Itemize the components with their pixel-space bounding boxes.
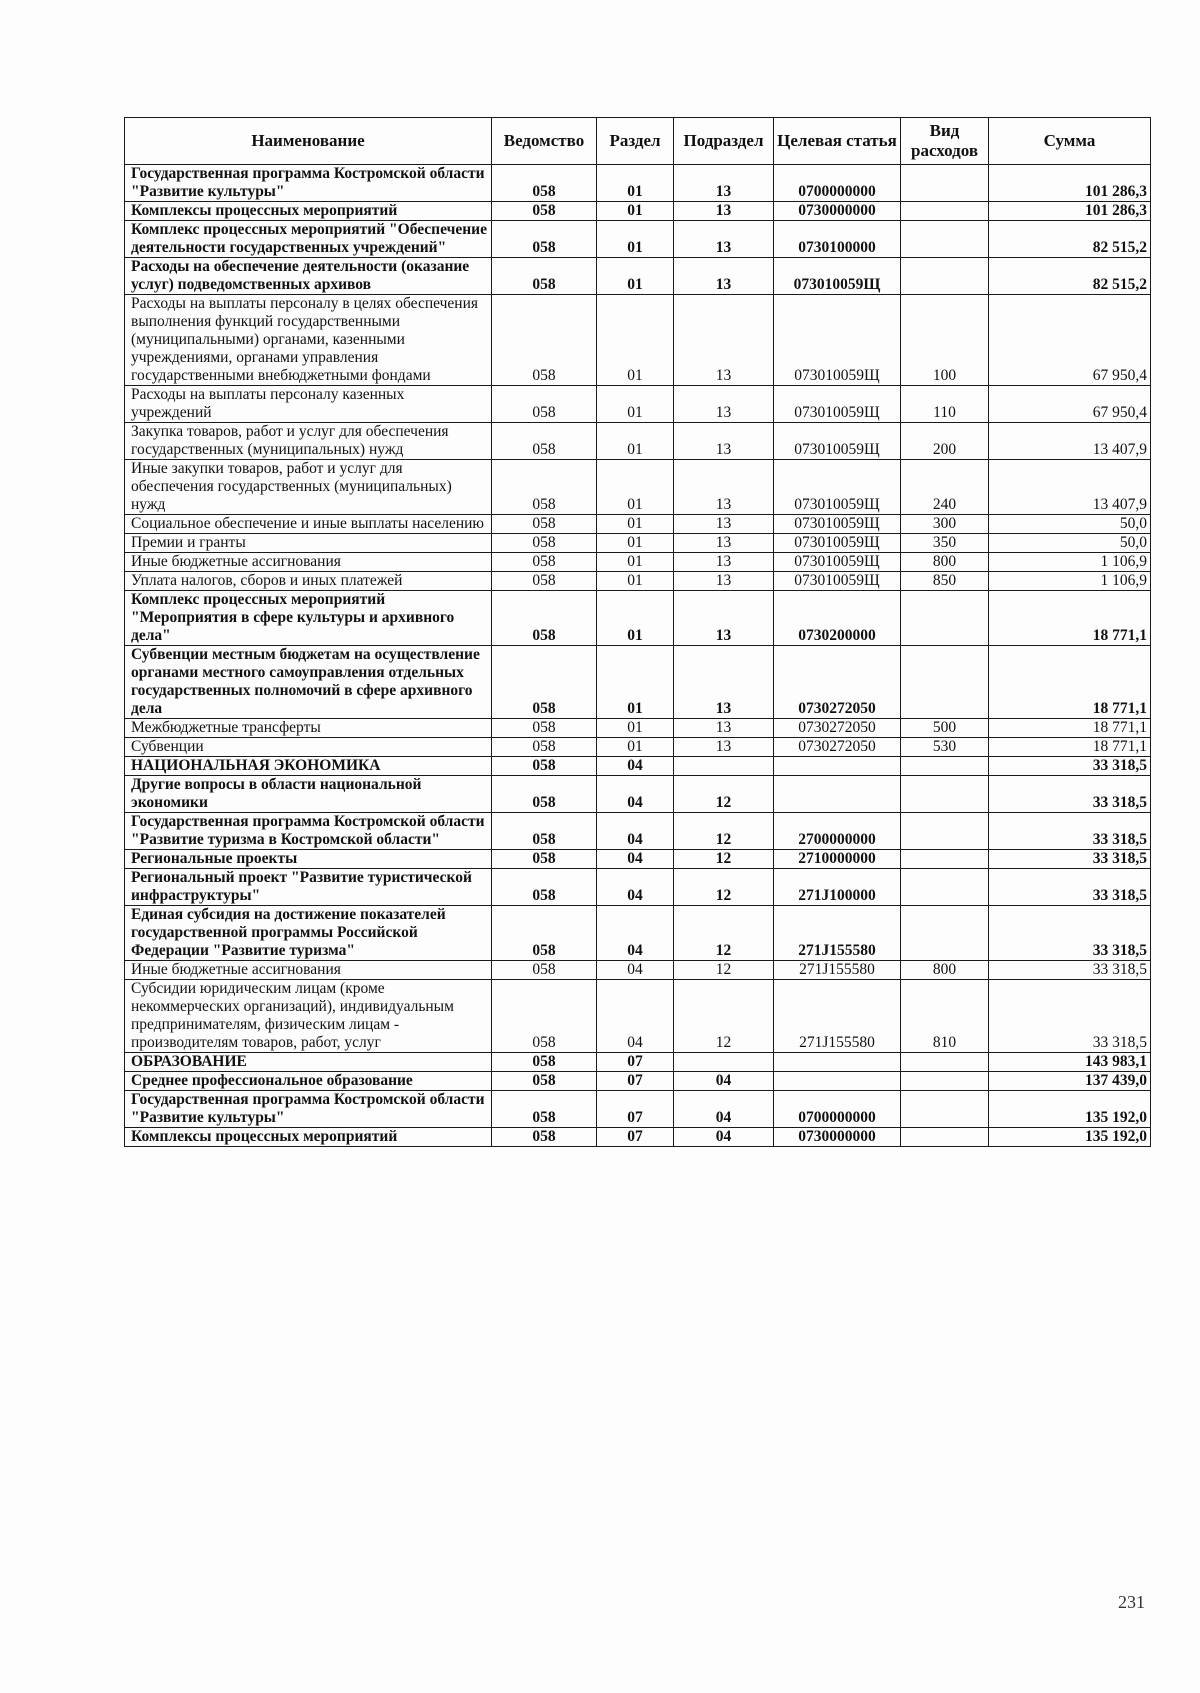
cell-vedomstvo: 058 — [492, 869, 597, 906]
cell-razdel: 07 — [597, 1091, 674, 1128]
cell-summa: 135 192,0 — [989, 1091, 1151, 1128]
cell-razdel: 01 — [597, 553, 674, 572]
cell-podrazdel: 12 — [674, 906, 774, 961]
cell-vedomstvo: 058 — [492, 980, 597, 1053]
cell-vid-rashodov — [901, 165, 989, 202]
page-number: 231 — [1118, 1592, 1145, 1612]
cell-podrazdel: 12 — [674, 961, 774, 980]
cell-name: Закупка товаров, работ и услуг для обеспечения государственных (муниципальных) нужд — [125, 423, 492, 460]
table-row — [125, 386, 1151, 423]
table-row — [125, 460, 1151, 515]
table-header-row — [125, 118, 1151, 165]
cell-vid-rashodov: 350 — [901, 534, 989, 553]
table-row — [125, 165, 1151, 202]
cell-vedomstvo: 058 — [492, 719, 597, 738]
cell-vid-rashodov: 800 — [901, 553, 989, 572]
cell-podrazdel: 13 — [674, 258, 774, 295]
cell-razdel: 01 — [597, 386, 674, 423]
cell-podrazdel — [674, 1053, 774, 1072]
cell-name: Комплекс процессных мероприятий "Обеспечение деятельности государственных учреждений" — [125, 221, 492, 258]
cell-vedomstvo: 058 — [492, 386, 597, 423]
cell-name: Уплата налогов, сборов и иных платежей — [125, 572, 492, 591]
cell-vid-rashodov — [901, 757, 989, 776]
cell-podrazdel: 13 — [674, 165, 774, 202]
table-row — [125, 757, 1151, 776]
cell-podrazdel: 12 — [674, 980, 774, 1053]
table-row — [125, 1128, 1151, 1147]
cell-podrazdel: 13 — [674, 386, 774, 423]
cell-name: Другие вопросы в области национальной экономики — [125, 776, 492, 813]
cell-vedomstvo: 058 — [492, 757, 597, 776]
cell-podrazdel: 13 — [674, 572, 774, 591]
cell-name: Расходы на выплаты персоналу в целях обеспечения выполнения функций государственными (муниципальными) органами, казенными учреждениями, органами управления государственными внебюджетными фондами — [125, 295, 492, 386]
table-row — [125, 221, 1151, 258]
cell-summa: 82 515,2 — [989, 221, 1151, 258]
cell-vedomstvo: 058 — [492, 776, 597, 813]
cell-razdel: 01 — [597, 202, 674, 221]
cell-celevaya-statya: 0730100000 — [774, 221, 901, 258]
table-row — [125, 553, 1151, 572]
cell-celevaya-statya: 073010059Щ — [774, 515, 901, 534]
cell-razdel: 01 — [597, 258, 674, 295]
cell-podrazdel: 13 — [674, 515, 774, 534]
cell-podrazdel: 13 — [674, 460, 774, 515]
header-podrazdel: Подраздел — [674, 118, 774, 165]
cell-summa: 137 439,0 — [989, 1072, 1151, 1091]
cell-summa: 1 106,9 — [989, 572, 1151, 591]
cell-vid-rashodov — [901, 258, 989, 295]
cell-name: Субвенции — [125, 738, 492, 757]
cell-razdel: 01 — [597, 515, 674, 534]
cell-summa: 67 950,4 — [989, 295, 1151, 386]
cell-razdel: 01 — [597, 719, 674, 738]
cell-podrazdel: 13 — [674, 591, 774, 646]
table-row — [125, 961, 1151, 980]
cell-vedomstvo: 058 — [492, 460, 597, 515]
cell-summa: 33 318,5 — [989, 961, 1151, 980]
cell-name: Региональный проект "Развитие туристической инфраструктуры" — [125, 869, 492, 906]
cell-razdel: 04 — [597, 869, 674, 906]
cell-vid-rashodov — [901, 1072, 989, 1091]
cell-celevaya-statya: 073010059Щ — [774, 534, 901, 553]
cell-summa: 18 771,1 — [989, 738, 1151, 757]
cell-vedomstvo: 058 — [492, 1128, 597, 1147]
cell-summa: 33 318,5 — [989, 776, 1151, 813]
cell-celevaya-statya: 073010059Щ — [774, 553, 901, 572]
table-row — [125, 646, 1151, 719]
budget-table — [124, 117, 1151, 1147]
cell-vid-rashodov: 850 — [901, 572, 989, 591]
cell-vid-rashodov: 500 — [901, 719, 989, 738]
cell-vedomstvo: 058 — [492, 1072, 597, 1091]
cell-razdel: 01 — [597, 423, 674, 460]
cell-celevaya-statya: 0700000000 — [774, 1091, 901, 1128]
cell-summa: 82 515,2 — [989, 258, 1151, 295]
cell-razdel: 07 — [597, 1128, 674, 1147]
header-summa: Сумма — [989, 118, 1151, 165]
cell-summa: 143 983,1 — [989, 1053, 1151, 1072]
cell-celevaya-statya: 0730272050 — [774, 719, 901, 738]
cell-celevaya-statya: 271J155580 — [774, 906, 901, 961]
cell-podrazdel: 13 — [674, 738, 774, 757]
table-row — [125, 738, 1151, 757]
cell-summa: 33 318,5 — [989, 757, 1151, 776]
cell-vid-rashodov: 530 — [901, 738, 989, 757]
cell-vid-rashodov — [901, 1053, 989, 1072]
cell-summa: 18 771,1 — [989, 719, 1151, 738]
cell-celevaya-statya: 0700000000 — [774, 165, 901, 202]
cell-celevaya-statya — [774, 776, 901, 813]
cell-vid-rashodov — [901, 1128, 989, 1147]
cell-vid-rashodov: 300 — [901, 515, 989, 534]
cell-celevaya-statya: 0730200000 — [774, 591, 901, 646]
cell-vedomstvo: 058 — [492, 1091, 597, 1128]
cell-razdel: 04 — [597, 961, 674, 980]
cell-name: Субсидии юридическим лицам (кроме некоммерческих организаций), индивидуальным предпринимателям, физическим лицам - производителям товаров, работ, услуг — [125, 980, 492, 1053]
cell-vid-rashodov — [901, 202, 989, 221]
cell-razdel: 01 — [597, 646, 674, 719]
cell-name: Иные бюджетные ассигнования — [125, 961, 492, 980]
cell-celevaya-statya: 0730272050 — [774, 646, 901, 719]
cell-summa: 135 192,0 — [989, 1128, 1151, 1147]
header-celevaya-statya: Целевая статья — [774, 118, 901, 165]
cell-podrazdel: 13 — [674, 295, 774, 386]
cell-summa: 1 106,9 — [989, 553, 1151, 572]
cell-celevaya-statya: 073010059Щ — [774, 460, 901, 515]
cell-razdel: 07 — [597, 1053, 674, 1072]
cell-podrazdel — [674, 757, 774, 776]
cell-razdel: 04 — [597, 776, 674, 813]
table-row — [125, 906, 1151, 961]
table-row — [125, 591, 1151, 646]
cell-vid-rashodov — [901, 646, 989, 719]
cell-name: Региональные проекты — [125, 850, 492, 869]
cell-vedomstvo: 058 — [492, 221, 597, 258]
cell-vedomstvo: 058 — [492, 591, 597, 646]
cell-razdel: 01 — [597, 165, 674, 202]
cell-name: Среднее профессиональное образование — [125, 1072, 492, 1091]
cell-razdel: 01 — [597, 572, 674, 591]
cell-celevaya-statya: 2710000000 — [774, 850, 901, 869]
cell-name: Расходы на выплаты персоналу казенных учреждений — [125, 386, 492, 423]
cell-summa: 33 318,5 — [989, 906, 1151, 961]
cell-podrazdel: 13 — [674, 553, 774, 572]
cell-vedomstvo: 058 — [492, 202, 597, 221]
cell-vedomstvo: 058 — [492, 572, 597, 591]
cell-vid-rashodov — [901, 776, 989, 813]
cell-name: Субвенции местным бюджетам на осуществление органами местного самоуправления отдельных государственных полномочий в сфере архивного дела — [125, 646, 492, 719]
cell-vedomstvo: 058 — [492, 738, 597, 757]
cell-name: ОБРАЗОВАНИЕ — [125, 1053, 492, 1072]
cell-celevaya-statya: 271J155580 — [774, 980, 901, 1053]
cell-vid-rashodov — [901, 813, 989, 850]
cell-razdel: 04 — [597, 757, 674, 776]
cell-vid-rashodov — [901, 591, 989, 646]
cell-vid-rashodov — [901, 221, 989, 258]
header-name: Наименование — [125, 118, 492, 165]
cell-name: Государственная программа Костромской области "Развитие культуры" — [125, 165, 492, 202]
cell-vid-rashodov — [901, 850, 989, 869]
table-row — [125, 776, 1151, 813]
cell-vid-rashodov: 200 — [901, 423, 989, 460]
cell-podrazdel: 13 — [674, 534, 774, 553]
cell-vid-rashodov: 810 — [901, 980, 989, 1053]
cell-name: Государственная программа Костромской области "Развитие туризма в Костромской области" — [125, 813, 492, 850]
cell-name: Расходы на обеспечение деятельности (оказание услуг) подведомственных архивов — [125, 258, 492, 295]
cell-summa: 33 318,5 — [989, 980, 1151, 1053]
cell-vedomstvo: 058 — [492, 961, 597, 980]
cell-celevaya-statya: 271J100000 — [774, 869, 901, 906]
cell-celevaya-statya — [774, 1053, 901, 1072]
table-row — [125, 258, 1151, 295]
table-row — [125, 869, 1151, 906]
cell-razdel: 04 — [597, 813, 674, 850]
cell-vedomstvo: 058 — [492, 813, 597, 850]
cell-razdel: 01 — [597, 738, 674, 757]
cell-celevaya-statya: 0730272050 — [774, 738, 901, 757]
cell-vedomstvo: 058 — [492, 258, 597, 295]
cell-podrazdel: 04 — [674, 1091, 774, 1128]
table-body — [125, 165, 1151, 1147]
cell-celevaya-statya: 0730000000 — [774, 202, 901, 221]
cell-name: НАЦИОНАЛЬНАЯ ЭКОНОМИКА — [125, 757, 492, 776]
cell-summa: 13 407,9 — [989, 423, 1151, 460]
cell-vedomstvo: 058 — [492, 1053, 597, 1072]
cell-vedomstvo: 058 — [492, 295, 597, 386]
cell-celevaya-statya: 0730000000 — [774, 1128, 901, 1147]
cell-celevaya-statya: 073010059Щ — [774, 258, 901, 295]
cell-summa: 50,0 — [989, 534, 1151, 553]
table-row — [125, 719, 1151, 738]
cell-podrazdel: 04 — [674, 1128, 774, 1147]
cell-razdel: 04 — [597, 850, 674, 869]
cell-summa: 33 318,5 — [989, 850, 1151, 869]
cell-podrazdel: 13 — [674, 719, 774, 738]
table-row — [125, 295, 1151, 386]
cell-podrazdel: 13 — [674, 423, 774, 460]
cell-celevaya-statya — [774, 1072, 901, 1091]
cell-name: Комплексы процессных мероприятий — [125, 1128, 492, 1147]
cell-celevaya-statya: 2700000000 — [774, 813, 901, 850]
header-vedomstvo: Ведомство — [492, 118, 597, 165]
cell-vid-rashodov: 110 — [901, 386, 989, 423]
cell-razdel: 01 — [597, 534, 674, 553]
cell-vid-rashodov — [901, 906, 989, 961]
cell-vid-rashodov: 240 — [901, 460, 989, 515]
cell-name: Государственная программа Костромской области "Развитие культуры" — [125, 1091, 492, 1128]
table-row — [125, 850, 1151, 869]
cell-summa: 33 318,5 — [989, 869, 1151, 906]
cell-vedomstvo: 058 — [492, 906, 597, 961]
cell-vedomstvo: 058 — [492, 646, 597, 719]
cell-vedomstvo: 058 — [492, 534, 597, 553]
cell-podrazdel: 12 — [674, 869, 774, 906]
cell-vedomstvo: 058 — [492, 553, 597, 572]
table-row — [125, 1091, 1151, 1128]
cell-summa: 101 286,3 — [989, 165, 1151, 202]
cell-podrazdel: 12 — [674, 813, 774, 850]
cell-name: Иные закупки товаров, работ и услуг для обеспечения государственных (муниципальных) нужд — [125, 460, 492, 515]
cell-summa: 18 771,1 — [989, 646, 1151, 719]
cell-name: Премии и гранты — [125, 534, 492, 553]
cell-celevaya-statya: 271J155580 — [774, 961, 901, 980]
cell-vid-rashodov — [901, 1091, 989, 1128]
cell-razdel: 04 — [597, 906, 674, 961]
table-row — [125, 534, 1151, 553]
cell-podrazdel: 12 — [674, 776, 774, 813]
table-row — [125, 813, 1151, 850]
cell-razdel: 04 — [597, 980, 674, 1053]
cell-name: Социальное обеспечение и иные выплаты населению — [125, 515, 492, 534]
cell-vedomstvo: 058 — [492, 515, 597, 534]
cell-podrazdel: 13 — [674, 202, 774, 221]
cell-summa: 33 318,5 — [989, 813, 1151, 850]
table-row — [125, 572, 1151, 591]
cell-vedomstvo: 058 — [492, 850, 597, 869]
table-row — [125, 515, 1151, 534]
cell-razdel: 01 — [597, 460, 674, 515]
cell-celevaya-statya: 073010059Щ — [774, 423, 901, 460]
table-row — [125, 423, 1151, 460]
table-row — [125, 1053, 1151, 1072]
cell-podrazdel: 13 — [674, 221, 774, 258]
cell-name: Комплексы процессных мероприятий — [125, 202, 492, 221]
cell-vid-rashodov — [901, 869, 989, 906]
cell-razdel: 07 — [597, 1072, 674, 1091]
cell-razdel: 01 — [597, 295, 674, 386]
cell-name: Комплекс процессных мероприятий "Мероприятия в сфере культуры и архивного дела" — [125, 591, 492, 646]
cell-podrazdel: 04 — [674, 1072, 774, 1091]
cell-name: Межбюджетные трансферты — [125, 719, 492, 738]
table-row — [125, 980, 1151, 1053]
cell-vedomstvo: 058 — [492, 165, 597, 202]
cell-summa: 13 407,9 — [989, 460, 1151, 515]
header-razdel: Раздел — [597, 118, 674, 165]
cell-podrazdel: 12 — [674, 850, 774, 869]
header-vid-rashodov: Вид расходов — [901, 118, 989, 165]
cell-celevaya-statya: 073010059Щ — [774, 572, 901, 591]
cell-razdel: 01 — [597, 591, 674, 646]
cell-name: Единая субсидия на достижение показателей государственной программы Российской Федерации "Развитие туризма" — [125, 906, 492, 961]
cell-summa: 101 286,3 — [989, 202, 1151, 221]
cell-celevaya-statya: 073010059Щ — [774, 295, 901, 386]
cell-vid-rashodov: 100 — [901, 295, 989, 386]
cell-summa: 50,0 — [989, 515, 1151, 534]
cell-razdel: 01 — [597, 221, 674, 258]
cell-celevaya-statya — [774, 757, 901, 776]
table-row — [125, 202, 1151, 221]
cell-vid-rashodov: 800 — [901, 961, 989, 980]
table-row — [125, 1072, 1151, 1091]
cell-celevaya-statya: 073010059Щ — [774, 386, 901, 423]
cell-summa: 67 950,4 — [989, 386, 1151, 423]
cell-name: Иные бюджетные ассигнования — [125, 553, 492, 572]
cell-vedomstvo: 058 — [492, 423, 597, 460]
cell-podrazdel: 13 — [674, 646, 774, 719]
cell-summa: 18 771,1 — [989, 591, 1151, 646]
